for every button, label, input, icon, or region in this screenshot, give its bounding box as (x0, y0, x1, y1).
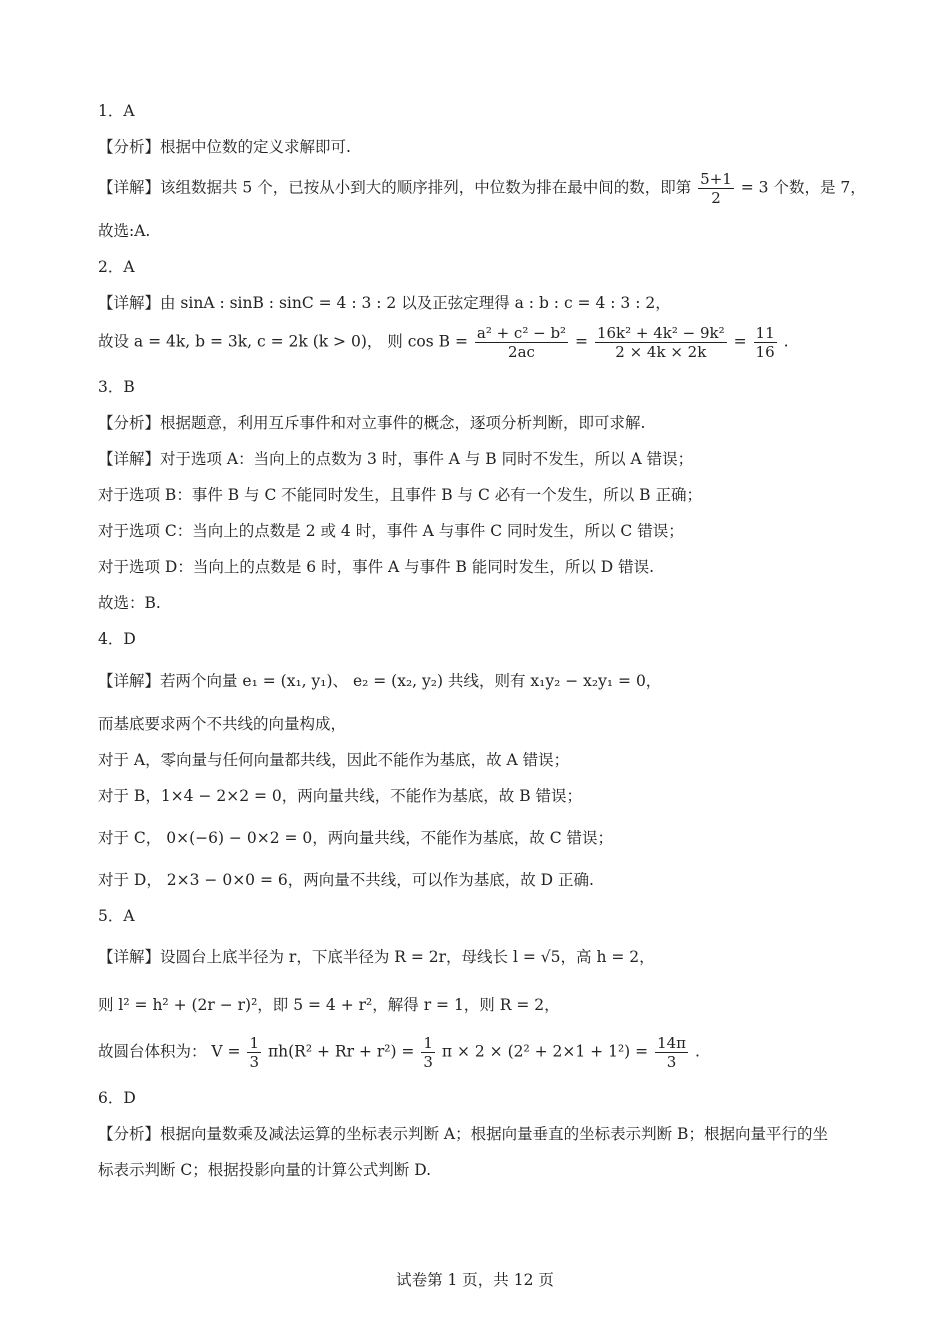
detail-5-solve: 则 l² = h² + (2r − r)²，即 5 = 4 + r²，解得 r = 1，则 R = 2， (98, 996, 560, 1014)
detail-4-b: 对于 B，1×4 − 2×2 = 0，两向量共线，不能作为基底，故 B 错误； (98, 787, 583, 805)
answer-2: 2．A (98, 258, 135, 276)
detail-4-basis: 而基底要求两个不共线的向量构成， (98, 715, 347, 733)
fraction-numerator: 1 (423, 1034, 433, 1052)
fraction-denominator: 2ac (508, 343, 535, 361)
fraction-denominator: 3 (423, 1053, 433, 1071)
fraction-numerator: 11 (755, 324, 775, 342)
detail-4: 【详解】若两个向量 e₁ = (x₁, y₁)、 e₂ = (x₂, y₂) 共线，则有 x₁y₂ − x₂y₁ = 0， (98, 672, 662, 690)
fraction-denominator: 3 (666, 1053, 677, 1071)
detail-1-tail: = 3 个数，是 7， (740, 178, 866, 197)
detail-2: 【详解】由 sinA : sinB : sinC = 4 : 3 : 2 以及正弦定理得 a : b : c = 4 : 3 : 2， (98, 294, 671, 312)
detail-4-c: 对于 C， 0×(−6) − 0×2 = 0，两向量共线，不能作为基底，故 C 错误； (98, 829, 613, 847)
fraction-numerator: 14π (657, 1034, 687, 1052)
period: . (694, 1042, 700, 1061)
volume-expr-2: π × 2 × (2² + 2×1 + 1²) = (441, 1042, 649, 1061)
detail-5-volume (98, 1034, 700, 1071)
answer-3: 3．B (98, 378, 135, 396)
analysis-1: 【分析】根据中位数的定义求解即可. (98, 138, 351, 156)
answer-4: 4．D (98, 630, 136, 648)
analysis-3: 【分析】根据题意，利用互斥事件和对立事件的概念，逐项分析判断，即可求解. (98, 414, 646, 432)
detail-4-a: 对于 A，零向量与任何向量都共线，因此不能作为基底，故 A 错误； (98, 751, 570, 769)
fraction (247, 1034, 261, 1071)
detail-3-a: 【详解】对于选项 A：当向上的点数为 3 时，事件 A 与 B 同时不发生，所以 A 错误； (98, 450, 694, 468)
formula-text: 故设 a = 4k, b = 3k, c = 2k (k > 0)， 则 cos B = (98, 332, 468, 351)
detail-3-d: 对于选项 D：当向上的点数是 6 时，事件 A 与事件 B 能同时发生，所以 D 错误. (98, 558, 655, 576)
fraction-denominator: 16 (755, 343, 775, 361)
fraction (698, 170, 734, 207)
fraction-numerator: 16k² + 4k² − 9k² (596, 324, 725, 342)
analysis-6: 【分析】根据向量数乘及减法运算的坐标表示判断 A；根据向量垂直的坐标表示判断 B；根据向量平行的坐 (98, 1125, 828, 1143)
fraction-denominator: 2 (711, 189, 721, 207)
detail-3-b: 对于选项 B：事件 B 与 C 不能同时发生，且事件 B 与 C 必有一个发生，所以 B 正确； (98, 486, 702, 504)
equals: = (575, 332, 589, 351)
fraction (421, 1034, 435, 1071)
fraction (595, 324, 727, 361)
detail-1-text: 【详解】该组数据共 5 个，已按从小到大的顺序排列，中位数为排在最中间的数，即第 (98, 178, 692, 197)
analysis-6-cont: 标表示判断 C；根据投影向量的计算公式判断 D. (98, 1161, 432, 1179)
volume-expr: πh(R² + Rr + r²) = (267, 1042, 415, 1061)
equals: = (733, 332, 747, 351)
detail-2-formula (98, 324, 789, 361)
detail-4-d: 对于 D， 2×3 − 0×0 = 6，两向量不共线，可以作为基底，故 D 正确. (98, 871, 594, 889)
page-footer: 试卷第 1 页，共 12 页 (396, 1271, 554, 1289)
fraction-denominator: 3 (249, 1053, 260, 1071)
answer-6: 6．D (98, 1089, 136, 1107)
choice-1: 故选:A. (98, 222, 151, 240)
detail-1 (98, 170, 866, 207)
fraction-numerator: 5+1 (700, 170, 732, 188)
answer-5: 5．A (98, 907, 135, 925)
period: . (783, 332, 789, 351)
fraction-denominator: 2 × 4k × 2k (615, 343, 707, 361)
fraction (655, 1034, 688, 1071)
choice-3: 故选：B. (98, 594, 161, 612)
detail-3-c: 对于选项 C：当向上的点数是 2 或 4 时，事件 A 与事件 C 同时发生，所以 C 错误； (98, 522, 684, 540)
volume-text: 故圆台体积为： V = (98, 1042, 241, 1061)
fraction-numerator: a² + c² − b² (476, 324, 567, 342)
fraction-numerator: 1 (249, 1034, 260, 1052)
fraction (754, 324, 777, 361)
detail-5: 【详解】设圆台上底半径为 r，下底半径为 R = 2r，母线长 l = √5，高 h = 2， (98, 948, 655, 966)
fraction (475, 324, 568, 361)
answer-1: 1．A (98, 102, 135, 120)
